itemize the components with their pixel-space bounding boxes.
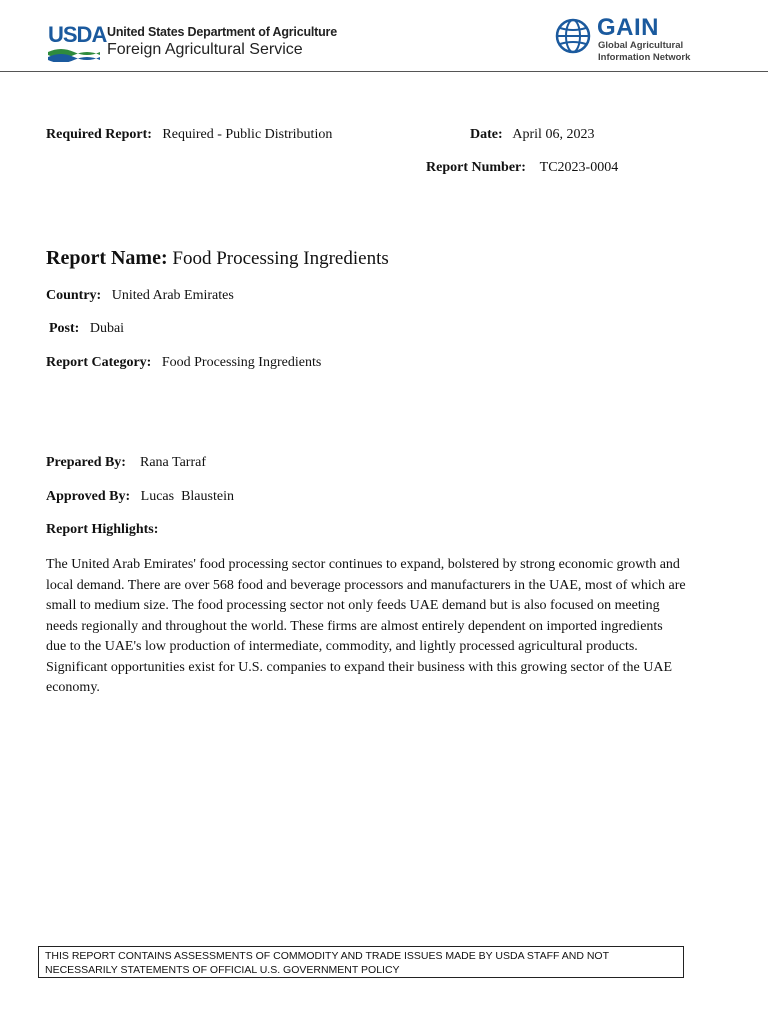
post-row — [49, 321, 124, 337]
header-divider — [0, 71, 768, 72]
report-number-value: TC2023-0004 — [539, 160, 619, 175]
date-row — [470, 127, 594, 143]
required-report-label: Required Report: — [46, 127, 152, 142]
report-name-label: Report Name: — [46, 247, 168, 269]
required-report-value: Required - Public Distribution — [162, 127, 333, 142]
country-row — [46, 288, 234, 304]
usda-logo: USDA — [48, 22, 107, 47]
page-header — [0, 0, 768, 72]
report-highlights-heading — [46, 522, 158, 538]
report-name-row — [46, 247, 389, 270]
usda-logo-wave-icon — [48, 46, 100, 62]
report-name-value: Food Processing Ingredients — [172, 248, 389, 269]
required-report-row — [46, 127, 332, 143]
report-category-row — [46, 355, 321, 371]
prepared-by-label: Prepared By: — [46, 455, 126, 470]
approved-by-row — [46, 489, 234, 505]
disclaimer-box: THIS REPORT CONTAINS ASSESSMENTS OF COMMODITY AND TRADE ISSUES MADE BY USDA STAFF AND NOT NECESSARILY STATEMENTS OF OFFICIAL U.S. GOVERNMENT POLICY — [38, 946, 684, 978]
report-highlights-label: Report Highlights: — [46, 522, 159, 537]
department-name: United States Department of Agriculture — [107, 25, 337, 39]
report-number-row — [426, 160, 618, 176]
report-category-label: Report Category: — [46, 355, 152, 370]
prepared-by-row — [46, 455, 206, 471]
prepared-by-value: Rana Tarraf — [139, 455, 206, 470]
gain-logo-title: GAIN — [597, 14, 659, 41]
date-label: Date: — [470, 127, 503, 142]
globe-icon — [555, 18, 591, 54]
service-name: Foreign Agricultural Service — [107, 41, 303, 58]
post-value: Dubai — [89, 321, 125, 336]
country-value: United Arab Emirates — [111, 288, 234, 303]
gain-logo-subtitle-line2: Information Network — [598, 52, 691, 63]
date-value: April 06, 2023 — [512, 127, 595, 142]
report-highlights-text: The United Arab Emirates' food processing sector continues to expand, bolstered by strong economic growth and local demand. There are over 568 food and beverage processors and manufacturers in the UAE, most of which are small to medium size. The food processing sector not only feeds UAE demand but is also focused on meeting needs regionally and throughout the world. These firms are almost entirely dependent on imported ingredients due to the UAE's low production of intermediate, commodity, and lightly processed agricultural products. Significant opportunities exist for U.S. companies to expand their business with this growing sector of the UAE economy. — [46, 557, 686, 695]
gain-logo-subtitle-line1: Global Agricultural — [598, 40, 684, 51]
approved-by-value: Lucas Blaustein — [140, 489, 234, 504]
post-label: Post: — [49, 321, 80, 336]
approved-by-label: Approved By: — [46, 489, 131, 504]
report-category-value: Food Processing Ingredients — [161, 355, 322, 370]
report-number-label: Report Number: — [426, 160, 526, 175]
country-label: Country: — [46, 288, 102, 303]
